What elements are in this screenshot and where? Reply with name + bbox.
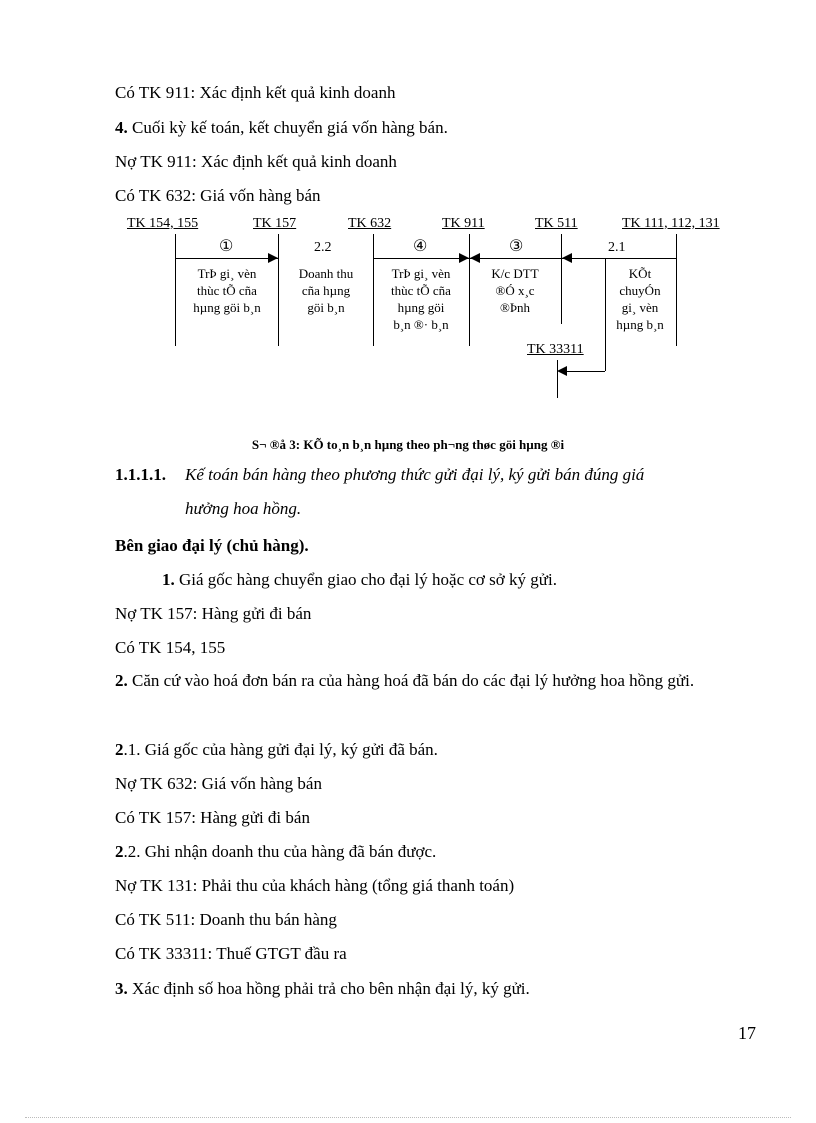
arrow-left-icon [470, 253, 480, 263]
flow-line [561, 258, 676, 259]
text-line [115, 740, 438, 760]
account-label: TK 154, 155 [127, 216, 199, 231]
item-text: Xác định số hoa hồng phải trả cho bên nhận đại lý, ký gửi. [132, 979, 530, 998]
step-label: ③ [509, 238, 524, 255]
section-heading [115, 458, 745, 526]
diagram-box-text: TrÞ gi¸ vèn thùc tÕ cña hµng göi b¸n [193, 266, 261, 315]
step-label: 2.1 [608, 240, 626, 255]
text-line: Có TK 632: Giá vốn hàng bán [115, 186, 321, 205]
item-number: 2 [115, 740, 124, 759]
item-text: Cuối kỳ kế toán, kết chuyển giá vốn hàng bán. [132, 118, 448, 137]
text-line: Có TK 511: Doanh thu bán hàng [115, 910, 337, 929]
section-title: Kế toán bán hàng theo phương thức gửi đại lý, ký gửi bán đúng giá [185, 465, 645, 484]
flow-line [373, 258, 469, 259]
item-text: Giá gốc hàng chuyển giao cho đại lý hoặc cơ sở ký gửi. [179, 570, 557, 589]
text-line: Có TK 911: Xác định kết quả kinh doanh [115, 83, 396, 102]
text-line [115, 979, 530, 999]
diagram-box-text: Doanh thu cña hµng göi b¸n [298, 266, 354, 315]
text-line: Nợ TK 131: Phải thu của khách hàng (tổng giá thanh toán) [115, 876, 515, 895]
diagram-box-text: K/c DTT ®Ó x¸c ®Þnh [491, 266, 539, 315]
text-line: Nợ TK 911: Xác định kết quả kinh doanh [115, 152, 397, 171]
account-line [469, 234, 470, 346]
flow-line [469, 258, 561, 259]
account-line [175, 234, 176, 346]
text-line: Có TK 33311: Thuế GTGT đầu ra [115, 944, 347, 963]
account-line [278, 234, 279, 346]
account-label: TK 511 [535, 216, 578, 231]
step-label: ① [219, 238, 234, 255]
diagram-box-text: KÕt chuyÓn gi¸ vèn hµng b¸n [616, 266, 664, 332]
text-line [115, 118, 448, 138]
page-border [25, 1117, 791, 1118]
account-label: TK 111, 112, 131 [622, 216, 720, 231]
page-number: 17 [738, 1023, 756, 1043]
item-text: .1. Giá gốc của hàng gửi đại lý, ký gửi đã bán. [123, 740, 438, 759]
item-text: .2. Ghi nhận doanh thu của hàng đã bán được. [123, 842, 437, 861]
subheading: Bên giao đại lý (chủ hàng). [115, 536, 309, 555]
item-number: 2. [115, 671, 128, 690]
item-number: 2 [115, 842, 124, 861]
account-label: TK 632 [348, 216, 392, 231]
account-label: TK 33311 [527, 342, 584, 357]
text-line: Có TK 154, 155 [115, 638, 226, 657]
diagram-box-text: TrÞ gi¸ vèn thùc tÕ cña hµng göi b¸n ®· b¸n [391, 266, 451, 332]
step-label: 2.2 [314, 240, 332, 255]
arrow-right-icon [268, 253, 278, 263]
text-line [162, 570, 557, 590]
step-label: ④ [413, 238, 428, 255]
item-number: 3. [115, 979, 128, 998]
text-line: Nợ TK 632: Giá vốn hàng bán [115, 774, 322, 793]
section-title-cont: hưởng hoa hồng. [185, 499, 302, 518]
text-line [115, 842, 436, 862]
account-line [561, 234, 562, 324]
account-label: TK 157 [253, 216, 297, 231]
connector-line [605, 258, 606, 371]
account-label: TK 911 [442, 216, 485, 231]
section-number: 1.1.1.1. [115, 465, 166, 484]
text-line: Có TK 157: Hàng gửi đi bán [115, 808, 310, 827]
item-number: 4. [115, 118, 128, 137]
arrow-right-icon [459, 253, 469, 263]
item-number: 1. [162, 570, 175, 589]
flow-line [175, 258, 278, 259]
account-line [373, 234, 374, 346]
account-line [676, 234, 677, 346]
arrow-left-icon [557, 366, 567, 376]
paragraph [115, 664, 741, 698]
text-line: Nợ TK 157: Hàng gửi đi bán [115, 604, 312, 623]
arrow-left-icon [562, 253, 572, 263]
item-text: Căn cứ vào hoá đơn bán ra của hàng hoá đã bán do các đại lý hưởng hoa hồng gửi. [132, 671, 695, 690]
diagram-caption: S¬ ®å 3: KÕ to¸n b¸n hµng theo ph¬ng thøc göi hµng ®i [251, 437, 565, 452]
